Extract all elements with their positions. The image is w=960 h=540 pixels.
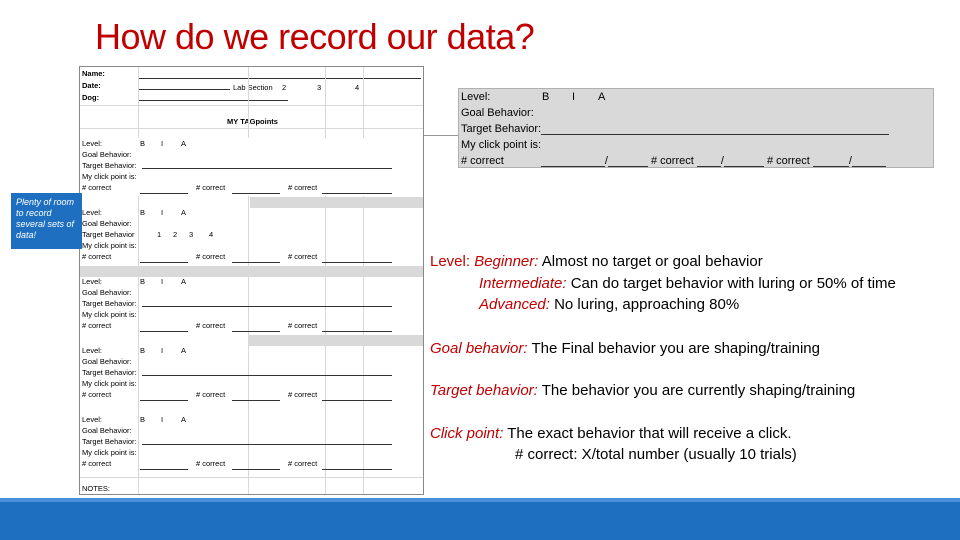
level-a: A bbox=[181, 139, 187, 148]
correct-label: # correct bbox=[82, 183, 112, 192]
level-i: I bbox=[161, 415, 164, 424]
footer-bar bbox=[0, 498, 960, 540]
data-sheet-form bbox=[79, 66, 424, 495]
trial-3: 3 bbox=[189, 230, 194, 239]
correct-definition: # correct: X/total number (usually 10 trials) bbox=[515, 446, 797, 463]
level-b: B bbox=[140, 139, 146, 148]
zoom-click-label: My click point is: bbox=[461, 139, 542, 151]
zoom-level-label: Level: bbox=[461, 91, 491, 103]
zoom-level-a: A bbox=[598, 91, 606, 103]
score-line bbox=[322, 254, 392, 263]
intermediate-text: Can do target behavior with luring or 50% of time bbox=[570, 274, 896, 292]
notes-label: NOTES: bbox=[82, 484, 110, 493]
tagpoints-heading: MY TAGpoints bbox=[227, 117, 278, 126]
correct-label: # correct bbox=[82, 252, 112, 261]
level-i: I bbox=[161, 139, 164, 148]
level-a: A bbox=[181, 415, 187, 424]
correct-label: # correct bbox=[82, 390, 112, 399]
score-line bbox=[232, 323, 280, 332]
zoom-score-line bbox=[697, 156, 721, 167]
dog-line bbox=[138, 92, 288, 101]
correct-label: # correct bbox=[288, 390, 318, 399]
target-term: Target behavior: bbox=[430, 382, 538, 399]
correct-label: # correct bbox=[196, 459, 226, 468]
level-i: I bbox=[161, 346, 164, 355]
zoom-correct-label: # correct bbox=[461, 155, 504, 167]
correct-label: # correct bbox=[82, 321, 112, 330]
score-line bbox=[140, 323, 188, 332]
grid-row bbox=[80, 477, 423, 488]
zoom-correct-label: # correct bbox=[766, 155, 810, 167]
room-callout: Plenty of room to record several sets of data! bbox=[11, 193, 82, 249]
advanced-text: No luring, approaching 80% bbox=[554, 296, 740, 313]
zoom-slash: / bbox=[848, 155, 852, 167]
click-text: The exact behavior that will receive a click. bbox=[507, 424, 792, 442]
date-line bbox=[138, 81, 230, 90]
zoom-score-line bbox=[724, 156, 764, 167]
click-label: My click point is: bbox=[82, 448, 137, 457]
level-b: B bbox=[140, 277, 146, 286]
correct-label: # correct bbox=[82, 459, 112, 468]
correct-label: # correct bbox=[196, 183, 226, 192]
target-text: The behavior you are currently shaping/training bbox=[541, 382, 856, 399]
advanced-term: Advanced: bbox=[479, 296, 550, 313]
grid-row bbox=[80, 105, 423, 116]
target-label: Target Behavior bbox=[82, 230, 135, 239]
lab-section-label: Lab Section bbox=[233, 83, 273, 92]
level-term: Level: bbox=[430, 253, 471, 270]
correct-label: # correct bbox=[288, 459, 318, 468]
target-label: Target Behavior: bbox=[82, 437, 137, 446]
lab-section-2: 2 bbox=[282, 83, 287, 92]
level-a: A bbox=[181, 277, 187, 286]
goal-text: The Final behavior you are shaping/training bbox=[531, 339, 820, 357]
beginner-term: Beginner: bbox=[474, 253, 539, 270]
goal-term: Goal behavior: bbox=[430, 339, 528, 357]
level-a: A bbox=[181, 208, 187, 217]
lab-section-3: 3 bbox=[317, 83, 322, 92]
score-line bbox=[322, 323, 392, 332]
score-line bbox=[140, 461, 188, 470]
intermediate-definition bbox=[430, 273, 955, 295]
target-line bbox=[142, 367, 392, 376]
level-b: B bbox=[140, 346, 146, 355]
target-definition bbox=[430, 380, 955, 402]
level-b: B bbox=[140, 208, 146, 217]
level-i: I bbox=[161, 277, 164, 286]
click-definition bbox=[430, 423, 955, 445]
zoom-level-i: I bbox=[572, 91, 576, 103]
zoom-slash: / bbox=[720, 155, 724, 167]
trial-4: 4 bbox=[209, 230, 214, 239]
record-block-1 bbox=[80, 138, 423, 196]
level-label: Level: bbox=[82, 415, 103, 424]
score-line bbox=[232, 392, 280, 401]
target-label: Target Behavior: bbox=[82, 299, 137, 308]
zoom-target-line bbox=[541, 124, 889, 135]
zoom-target-label: Target Behavior: bbox=[461, 123, 542, 135]
zoom-level-b: B bbox=[542, 91, 550, 103]
record-block-3 bbox=[80, 276, 423, 334]
score-line bbox=[322, 185, 392, 194]
zoom-score-line bbox=[852, 156, 886, 167]
trial-2: 2 bbox=[173, 230, 178, 239]
correct-label: # correct bbox=[288, 321, 318, 330]
date-label: Date: bbox=[82, 81, 101, 90]
target-line bbox=[142, 436, 392, 445]
target-label: Target Behavior: bbox=[82, 161, 137, 170]
score-line bbox=[232, 185, 280, 194]
beginner-text: Almost no target or goal behavior bbox=[541, 253, 763, 270]
goal-label: Goal Behavior: bbox=[82, 150, 132, 159]
score-line bbox=[232, 254, 280, 263]
score-line bbox=[140, 392, 188, 401]
record-block-2 bbox=[80, 207, 423, 265]
correct-label: # correct bbox=[288, 183, 318, 192]
goal-definition bbox=[430, 338, 955, 360]
score-line bbox=[140, 185, 188, 194]
score-line bbox=[140, 254, 188, 263]
name-line bbox=[138, 70, 421, 79]
click-term: Click point: bbox=[430, 424, 504, 442]
correct-label: # correct bbox=[196, 252, 226, 261]
correct-label: # correct bbox=[288, 252, 318, 261]
correct-label: # correct bbox=[196, 390, 226, 399]
score-line bbox=[322, 392, 392, 401]
definitions bbox=[430, 251, 955, 466]
level-i: I bbox=[161, 208, 164, 217]
correct-label: # correct bbox=[196, 321, 226, 330]
target-label: Target Behavior: bbox=[82, 368, 137, 377]
goal-label: Goal Behavior: bbox=[82, 219, 132, 228]
click-label: My click point is: bbox=[82, 310, 137, 319]
target-line bbox=[142, 298, 392, 307]
dog-label: Dog: bbox=[82, 93, 100, 102]
click-label: My click point is: bbox=[82, 172, 137, 181]
footer-accent bbox=[0, 498, 960, 502]
score-line bbox=[232, 461, 280, 470]
page-title: How do we record our data? bbox=[95, 16, 535, 57]
goal-label: Goal Behavior: bbox=[82, 288, 132, 297]
level-label: Level: bbox=[82, 346, 103, 355]
click-label: My click point is: bbox=[82, 241, 137, 250]
zoom-slash: / bbox=[604, 155, 608, 167]
level-a: A bbox=[181, 346, 187, 355]
target-line bbox=[142, 160, 392, 169]
record-block-5 bbox=[80, 414, 423, 472]
advanced-definition bbox=[430, 294, 955, 316]
goal-label: Goal Behavior: bbox=[82, 357, 132, 366]
level-label: Level: bbox=[82, 139, 103, 148]
zoom-connector bbox=[424, 135, 459, 136]
record-block-4 bbox=[80, 345, 423, 403]
zoom-score-line bbox=[541, 156, 605, 167]
zoom-score-line bbox=[813, 156, 849, 167]
intermediate-term: Intermediate: bbox=[479, 274, 567, 292]
name-label: Name: bbox=[82, 69, 105, 78]
score-line bbox=[322, 461, 392, 470]
goal-label: Goal Behavior: bbox=[82, 426, 132, 435]
level-label: Level: bbox=[82, 208, 103, 217]
click-label: My click point is: bbox=[82, 379, 137, 388]
level-b: B bbox=[140, 415, 146, 424]
level-label: Level: bbox=[82, 277, 103, 286]
zoom-goal-label: Goal Behavior: bbox=[461, 107, 534, 119]
zoomed-block bbox=[458, 88, 934, 168]
lab-section-4: 4 bbox=[355, 83, 360, 92]
trial-1: 1 bbox=[157, 230, 162, 239]
zoom-correct-label: # correct bbox=[650, 155, 694, 167]
level-definition bbox=[430, 251, 955, 273]
zoom-score-line bbox=[608, 156, 648, 167]
